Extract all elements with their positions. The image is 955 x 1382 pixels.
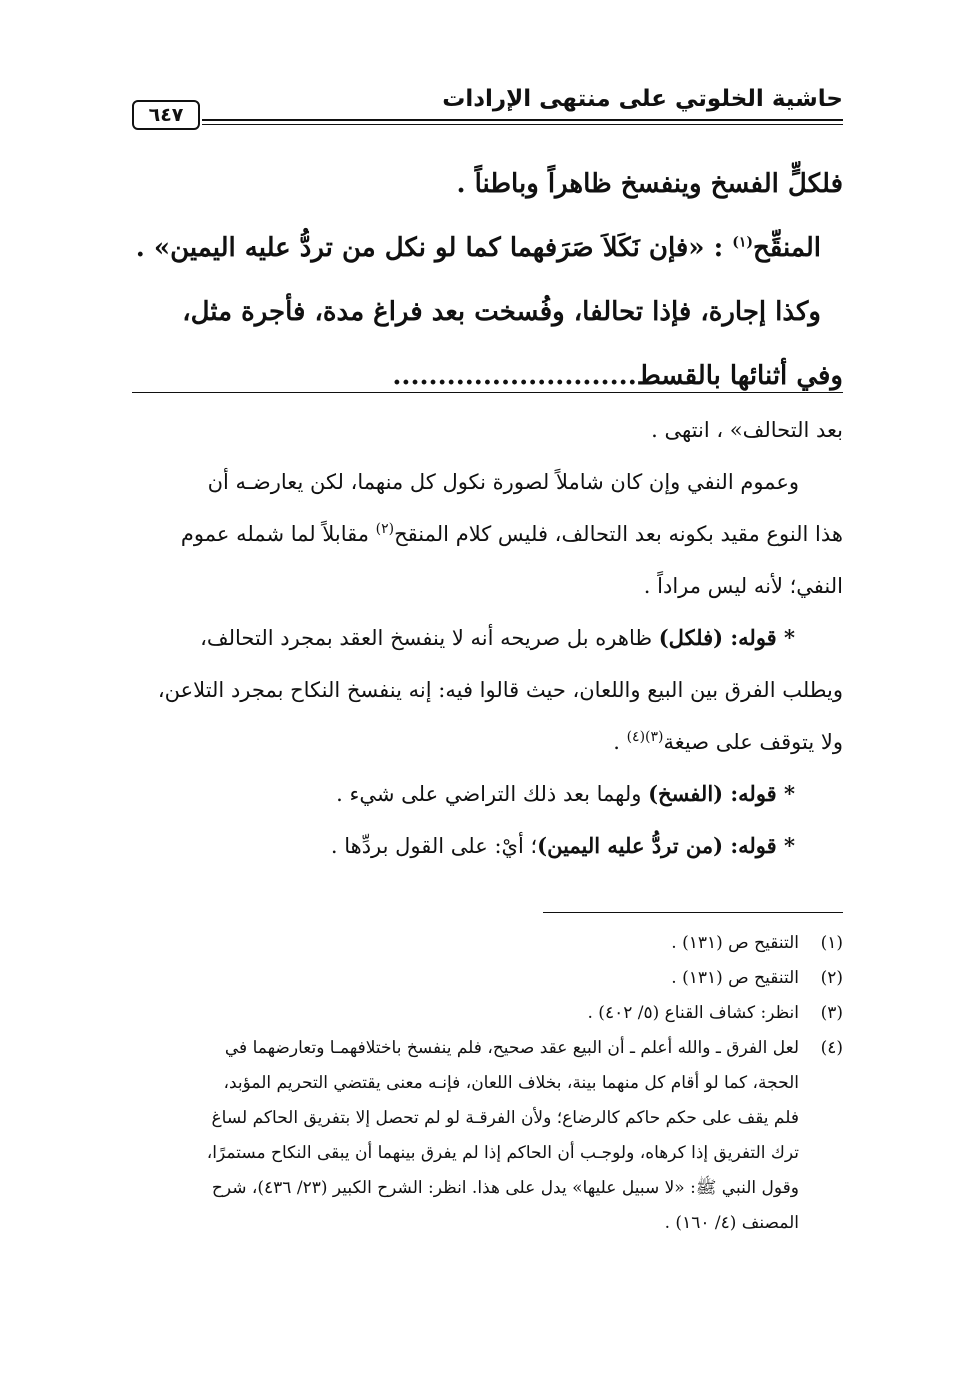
running-title: حاشية الخلوتي على منتهى الإرادات [442, 86, 843, 112]
footnote-number: (٢) [820, 968, 843, 988]
commentary-text: . [613, 730, 627, 754]
footnote-4-line: المصنف (٤/ ١٦٠) . [664, 1213, 799, 1233]
header-rule [202, 119, 843, 121]
header-rule-thin [202, 124, 843, 125]
page-number-box: ٦٤٧ [132, 100, 200, 130]
matn-line [132, 344, 843, 408]
footnote-divider [543, 912, 843, 913]
footnote-text: انظر: كشاف القناع (٥/ ٤٠٢) . [587, 1003, 799, 1023]
commentary-text: ظاهره بل صريحه أنه لا ينفسخ العقد بمجرد التحالف، [200, 626, 659, 650]
footnote-1 [132, 926, 843, 961]
section-divider [132, 392, 843, 393]
commentary [132, 404, 843, 872]
dotted-leader: ........................... [392, 361, 637, 391]
matn-text: وفي أثنائها بالقسط [636, 361, 843, 391]
footnote-number: (٣) [820, 1003, 843, 1023]
commentary-line [132, 612, 843, 664]
quote-text: : «فإن نَكَلاَ صَرَفهما كما لو نكل من تردُّ عليه اليمين» . [135, 233, 733, 263]
qawluhu-key: * قوله: (الفسخ) [648, 781, 795, 806]
footnotes [132, 926, 843, 1241]
munaqqih-label: المنقِّح [753, 233, 821, 263]
commentary-line [132, 820, 843, 872]
commentary-text: ولهما بعد ذلك التراضي على شيء . [336, 782, 649, 806]
matn-line: فلكلٍّ الفسخ وينفسخ ظاهراً وباطناً . [456, 169, 843, 199]
footnote-4-line: ترك التفريق إذا كرهاه، ولوجـب أن الحاكم إذا لم يفرق بينهما أن يبقى النكاح مستمرًا، [206, 1143, 799, 1163]
commentary-line: بعد التحالف» ، انتهى . [651, 418, 843, 442]
footnote-text: لعل الفرق ـ والله أعلم ـ أن البيع عقد صحيح، فلم ينفسخ باختلافهمـا وتعارضهما في [224, 1038, 799, 1058]
qawluhu-key: * قوله: (من تردُّ عليه اليمين) [537, 833, 795, 858]
footnote-number: (٤) [820, 1038, 843, 1058]
commentary-line: ويطلب الفرق بين البيع واللعان، حيث قالوا فيه: إنه ينفسخ النكاح بمجرد التلاعن، [157, 678, 843, 702]
matn-line: وكذا إجارة، فإذا تحالفا، وفُسخت بعد فراغ مدة، فأجرة مثل، [182, 297, 821, 327]
commentary-text: مقابلاً لما شمله عموم [180, 522, 376, 546]
commentary-line [132, 768, 843, 820]
commentary-line: النفي؛ لأنه ليس مراداً . [643, 574, 843, 598]
matn-line [132, 216, 843, 280]
footnote-4-line: الحجة، كما لو أقام كل منهما بينة، بخلاف اللعان، فإنـه معنى يقتضي التحريم المؤبد، [223, 1073, 799, 1093]
commentary-line [132, 508, 843, 560]
footnote-text: التنقيح ص (١٣١) . [671, 933, 799, 953]
footnote-text: التنقيح ص (١٣١) . [671, 968, 799, 988]
footnote-4 [132, 1031, 843, 1066]
commentary-text: ولا يتوقف على صيغة [663, 730, 843, 754]
footnote-4-line: فلم يقف على حكم حاكم كالرضاع؛ ولأن الفرقـة لو لم تحصل إلا بتفريق الحاكم لساغ [211, 1108, 799, 1128]
commentary-text: هذا النوع مقيد بكونه بعد التحالف، فليس كلام المنقح [394, 522, 843, 546]
footnote-4-line: وقول النبي ﷺ: «لا سبيل عليها» يدل على هذا. انظر: الشرح الكبير (٢٣/ ٤٣٦)، شرح [211, 1178, 799, 1198]
footnote-3 [132, 996, 843, 1031]
commentary-line [132, 716, 843, 768]
main-text [132, 152, 843, 408]
footnote-ref: (٣)(٤) [626, 729, 664, 745]
commentary-line: وعموم النفي وإن كان شاملاً لصورة نكول كل منهما، لكن يعارضـه أن [207, 470, 799, 494]
commentary-text: ؛ أيْ: على القول بردِّها . [330, 834, 538, 858]
footnote-ref: (١) [732, 234, 754, 251]
footnote-ref: (٢) [375, 521, 395, 537]
page-header [132, 86, 843, 126]
footnote-2 [132, 961, 843, 996]
footnote-number: (١) [820, 933, 843, 953]
qawluhu-key: * قوله: (فلكل) [658, 625, 795, 650]
